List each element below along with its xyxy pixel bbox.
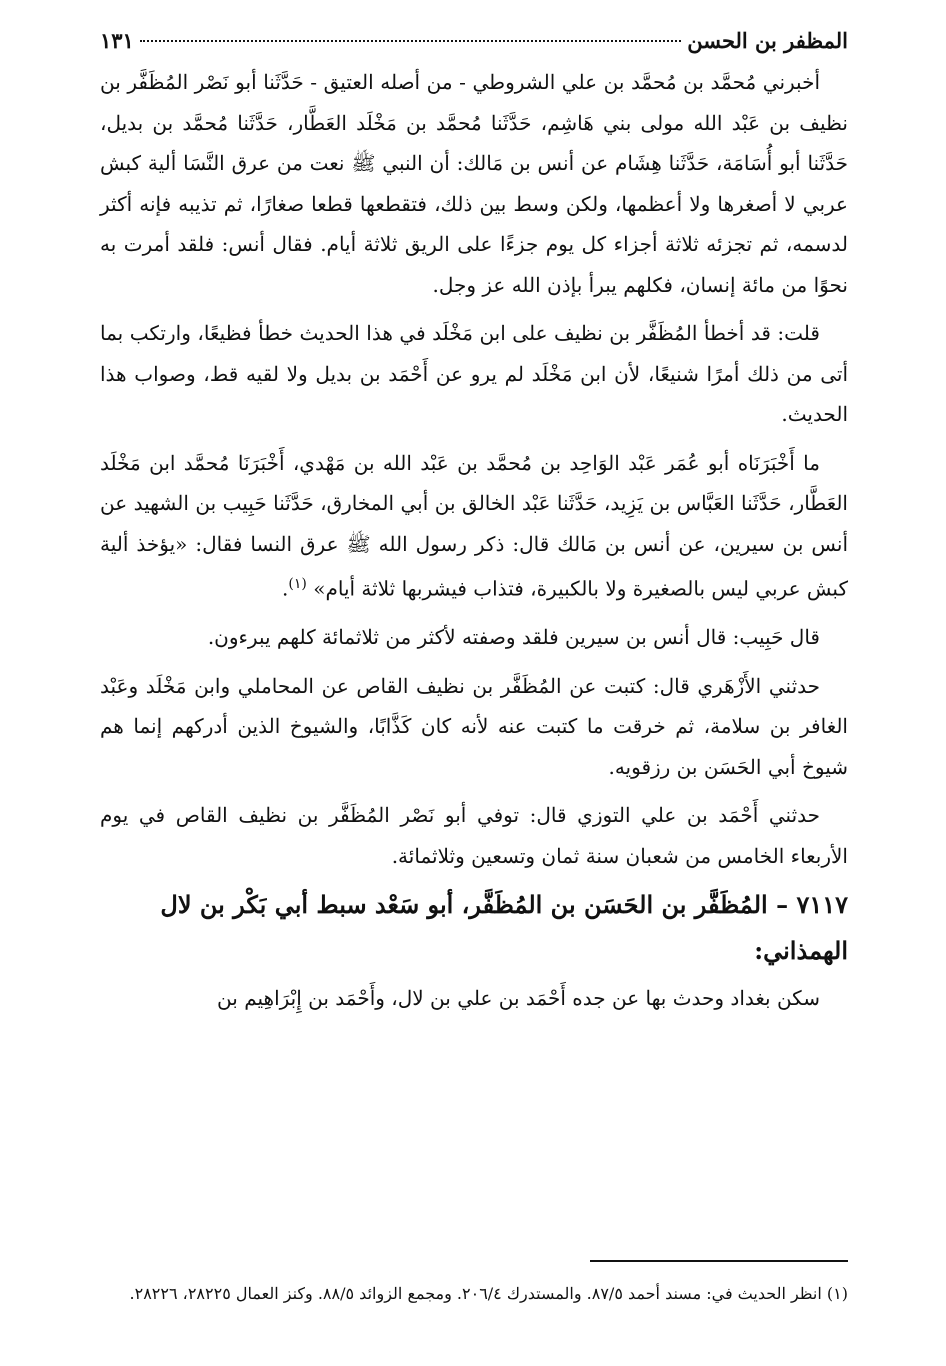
- header-leader-dots: [140, 40, 681, 42]
- paragraph-4: قال حَبِيب: قال أنس بن سيرين فلقد وصفته لأكثر من ثلاثمائة كلهم يبرءون.: [207, 625, 820, 650]
- page-number: ١٣١: [100, 28, 134, 53]
- paragraph-2: قلت: قد أخطأ المُظَفَّر بن نظيف على ابن مَخْلَد في هذا الحديث خطأ فظيعًا، وارتكب بما أتى من ذلك أمرًا شنيعًا، لأن ابن مَخْلَد لم يرو عن أَحْمَد بن بديل ولا لقيه قط، وصواب هذا الحديث.: [100, 321, 849, 426]
- entry-text: سكن بغداد وحدث بها عن جده أَحْمَد بن علي بن لال، وأَحْمَد بن إِبْرَاهِيم بن: [217, 986, 820, 1011]
- running-header: [100, 28, 848, 62]
- entry-heading: ٧١١٧ – المُظَفَّر بن الحَسَن بن المُظَفَّر، أبو سَعْد سبط أبي بَكْر بن لال الهمذاني:: [160, 890, 848, 966]
- footnote-separator: [590, 1260, 848, 1262]
- book-page: [100, 28, 848, 1348]
- paragraph-3-text: ما أَخْبَرَنَاه أبو عُمَر عَبْد الوَاحِد بن مُحمَّد بن عَبْد الله بن مَهْدي، أَخْبَرَنَا مُحمَّد ابن مَخْلَد العَطَّار، حَدَّثَنا العَبَّاس بن يَزِيد، حَدَّثَنا عَبْد الخالق بن أبي المخارق، حَدَّثَنا حَبِيب بن الشهيد عن أنس بن سيرين، عن أنس بن مَالك قال: ذكر رسول الله ﷺ عرق النسا فقال: «يؤخذ ألية كبش عربي ليس بالصغيرة ولا بالكبيرة، فتذاب فيشربها ثلاثة أيام»: [100, 450, 848, 601]
- running-title: المظفر بن الحسن: [687, 28, 848, 53]
- footnote: (١) انظر الحديث في: مسند أحمد ٨٧/٥. والمستدرك ٢٠٦/٤. ومجمع الزوائد ٨٨/٥. وكنز العمال ٢٨٢٢٥، ٢٨٢٢٦.: [129, 1284, 848, 1303]
- paragraph-1: أخبرني مُحمَّد بن مُحمَّد بن علي الشروطي - من أصله العتيق - حَدَّثَنا أبو نَصْر المُظَفَّر بن نظيف بن عَبْد الله مولى بني هَاشِم، حَدَّثَنا مُحمَّد بن مَخْلَد العَطَّار، حَدَّثَنا مُحمَّد بن بديل، حَدَّثَنا أبو أُسَامَة، حَدَّثَنا هِشَام عن أنس بن مَالك: أن النبي ﷺ نعت من عرق النَّسَا ألية كبش عربي لا أصغرها ولا أعظمها، ولكن وسط بين ذلك، فتقطعها قطعا صغارًا، ثم تذيبه فإنه أكثر لدسمه، ثم تجزئه ثلاثة أجزاء كل يوم جزءًا على الريق ثلاثة أيام. فقال أنس: فلقد أمرت به نحوًا من مائة إنسان، فكلهم يبرأ بإذن الله عز وجل.: [100, 70, 848, 297]
- paragraph-6: حدثني أَحْمَد بن علي التوزي قال: توفي أبو نَصْر المُظَفَّر بن نظيف القاص في يوم الأربعاء الخامس من شعبان سنة ثمان وتسعين وثلاثمائة.: [100, 803, 848, 868]
- paragraph-5: حدثني الأَزْهَري قال: كتبت عن المُظَفَّر بن نظيف القاص عن المحاملي وابن مَخْلَد وعَبْد الغافر بن سلامة، ثم خرقت ما كتبت عنه لأنه كان كَذَّابًا، والشيوخ الذين أدركهم إنما هم شيوخ أبي الحَسَن بن رزقويه.: [100, 673, 848, 779]
- footnote-reference: (١): [288, 576, 307, 592]
- paragraph-3: ما أَخْبَرَنَاه أبو عُمَر عَبْد الوَاحِد بن مُحمَّد بن عَبْد الله بن مَهْدي، أَخْبَرَنَا مُحمَّد ابن مَخْلَد العَطَّار، حَدَّثَنا العَبَّاس بن يَزِيد، حَدَّثَنا عَبْد الخالق بن أبي المخارق، حَدَّثَنا حَبِيب بن الشهيد عن أنس بن سيرين، عن أنس بن مَالك قال: ذكر رسول الله ﷺ عرق النسا فقال: «يؤخذ ألية كبش عربي ليس بالصغيرة ولا بالكبيرة، فتذاب فيشربها ثلاثة أيام» $^{(١)}$.: [100, 450, 848, 601]
